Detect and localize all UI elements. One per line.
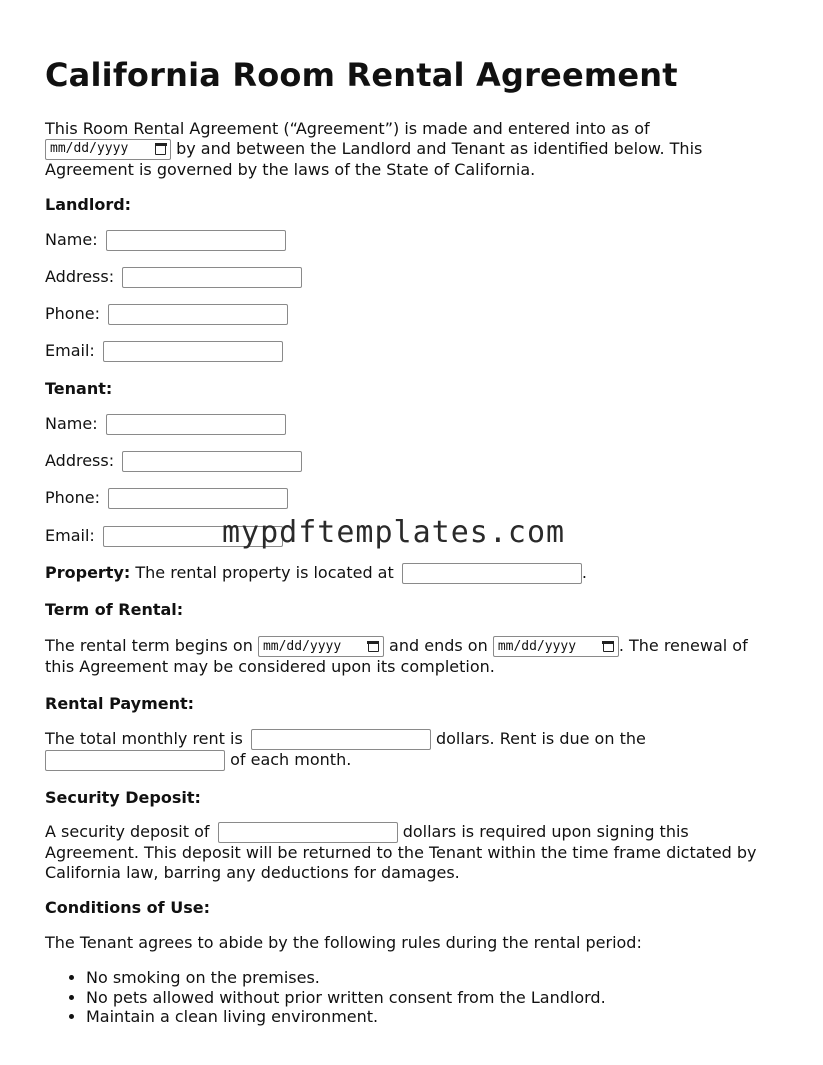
term-text-1: The rental term begins on bbox=[45, 636, 253, 655]
deposit-text-1: A security deposit of bbox=[45, 822, 210, 841]
tenant-address-row bbox=[45, 451, 302, 472]
calendar-icon[interactable] bbox=[603, 641, 614, 652]
property-heading: Property: bbox=[45, 563, 131, 582]
payment-text-1: The total monthly rent is bbox=[45, 729, 243, 748]
deposit-paragraph bbox=[45, 822, 770, 882]
agreement-date-input[interactable] bbox=[45, 139, 171, 160]
agreement-date-placeholder: mm/dd/yyyy bbox=[50, 141, 129, 157]
landlord-phone-label: Phone: bbox=[45, 304, 100, 323]
list-item: • No pets allowed without prior written consent from the Landlord. bbox=[86, 988, 606, 1008]
tenant-phone-label: Phone: bbox=[45, 488, 100, 507]
term-start-placeholder: mm/dd/yyyy bbox=[262, 638, 342, 654]
intro-text-2: by and between the Landlord and Tenant as identified below. This Agreement is governed by the laws of the State of California. bbox=[45, 138, 703, 179]
term-text-3: . The renewal of this Agreement may be considered upon its completion. bbox=[45, 636, 748, 676]
tenant-email-label: Email: bbox=[45, 526, 95, 545]
calendar-icon[interactable] bbox=[368, 641, 379, 652]
intro-text-1: This Room Rental Agreement (“Agreement”) is made and entered into as of bbox=[45, 119, 650, 138]
conditions-heading: Conditions of Use: bbox=[45, 898, 210, 917]
payment-heading: Rental Payment: bbox=[45, 694, 195, 713]
property-period: . bbox=[581, 563, 587, 582]
landlord-email-input[interactable] bbox=[103, 341, 283, 362]
tenant-address-label: Address: bbox=[45, 451, 115, 470]
payment-text-2: dollars. Rent is due on the bbox=[435, 729, 646, 748]
tenant-heading: Tenant: bbox=[45, 379, 113, 398]
security-deposit-input[interactable] bbox=[218, 822, 398, 843]
landlord-address-label: Address: bbox=[45, 267, 115, 286]
rent-due-day-input[interactable] bbox=[45, 750, 225, 771]
conditions-list bbox=[45, 968, 606, 1027]
tenant-address-input[interactable] bbox=[122, 451, 302, 472]
term-end-date-input[interactable] bbox=[493, 636, 619, 657]
property-address-input[interactable] bbox=[402, 563, 582, 584]
landlord-address-input[interactable] bbox=[122, 267, 302, 288]
calendar-icon[interactable] bbox=[155, 144, 166, 155]
term-paragraph bbox=[45, 636, 770, 677]
term-end-placeholder: mm/dd/yyyy bbox=[497, 638, 577, 654]
tenant-phone-input[interactable] bbox=[108, 488, 288, 509]
landlord-phone-input[interactable] bbox=[108, 304, 288, 325]
landlord-email-label: Email: bbox=[45, 341, 95, 360]
tenant-email-input[interactable] bbox=[103, 526, 283, 547]
page-title: California Room Rental Agreement bbox=[45, 56, 678, 94]
property-row bbox=[45, 563, 587, 584]
list-item: • No smoking on the premises. bbox=[86, 968, 606, 988]
tenant-name-label: Name: bbox=[45, 414, 98, 433]
conditions-intro: The Tenant agrees to abide by the following rules during the rental period: bbox=[45, 933, 642, 952]
payment-text-3: of each month. bbox=[230, 750, 352, 769]
intro-paragraph bbox=[45, 119, 765, 179]
payment-paragraph bbox=[45, 729, 770, 771]
term-text-2: and ends on bbox=[389, 636, 488, 655]
term-start-date-input[interactable] bbox=[258, 636, 384, 657]
landlord-name-label: Name: bbox=[45, 230, 98, 249]
tenant-email-row bbox=[45, 526, 283, 547]
landlord-address-row bbox=[45, 267, 302, 288]
landlord-email-row bbox=[45, 341, 283, 362]
landlord-phone-row bbox=[45, 304, 288, 325]
watermark: mypdftemplates.com bbox=[222, 515, 566, 550]
deposit-text-2: dollars is required upon signing this Agreement. This deposit will be returned to the Tenant within the time frame dictated by California law, barring any deductions for damages. bbox=[45, 822, 757, 882]
property-text: The rental property is located at bbox=[135, 563, 394, 582]
tenant-phone-row bbox=[45, 488, 288, 509]
monthly-rent-input[interactable] bbox=[251, 729, 431, 750]
term-heading: Term of Rental: bbox=[45, 600, 184, 619]
deposit-heading: Security Deposit: bbox=[45, 788, 201, 807]
landlord-name-input[interactable] bbox=[106, 230, 286, 251]
list-item: • Maintain a clean living environment. bbox=[86, 1007, 606, 1027]
landlord-heading: Landlord: bbox=[45, 195, 132, 214]
landlord-name-row bbox=[45, 230, 286, 251]
tenant-name-input[interactable] bbox=[106, 414, 286, 435]
tenant-name-row bbox=[45, 414, 286, 435]
